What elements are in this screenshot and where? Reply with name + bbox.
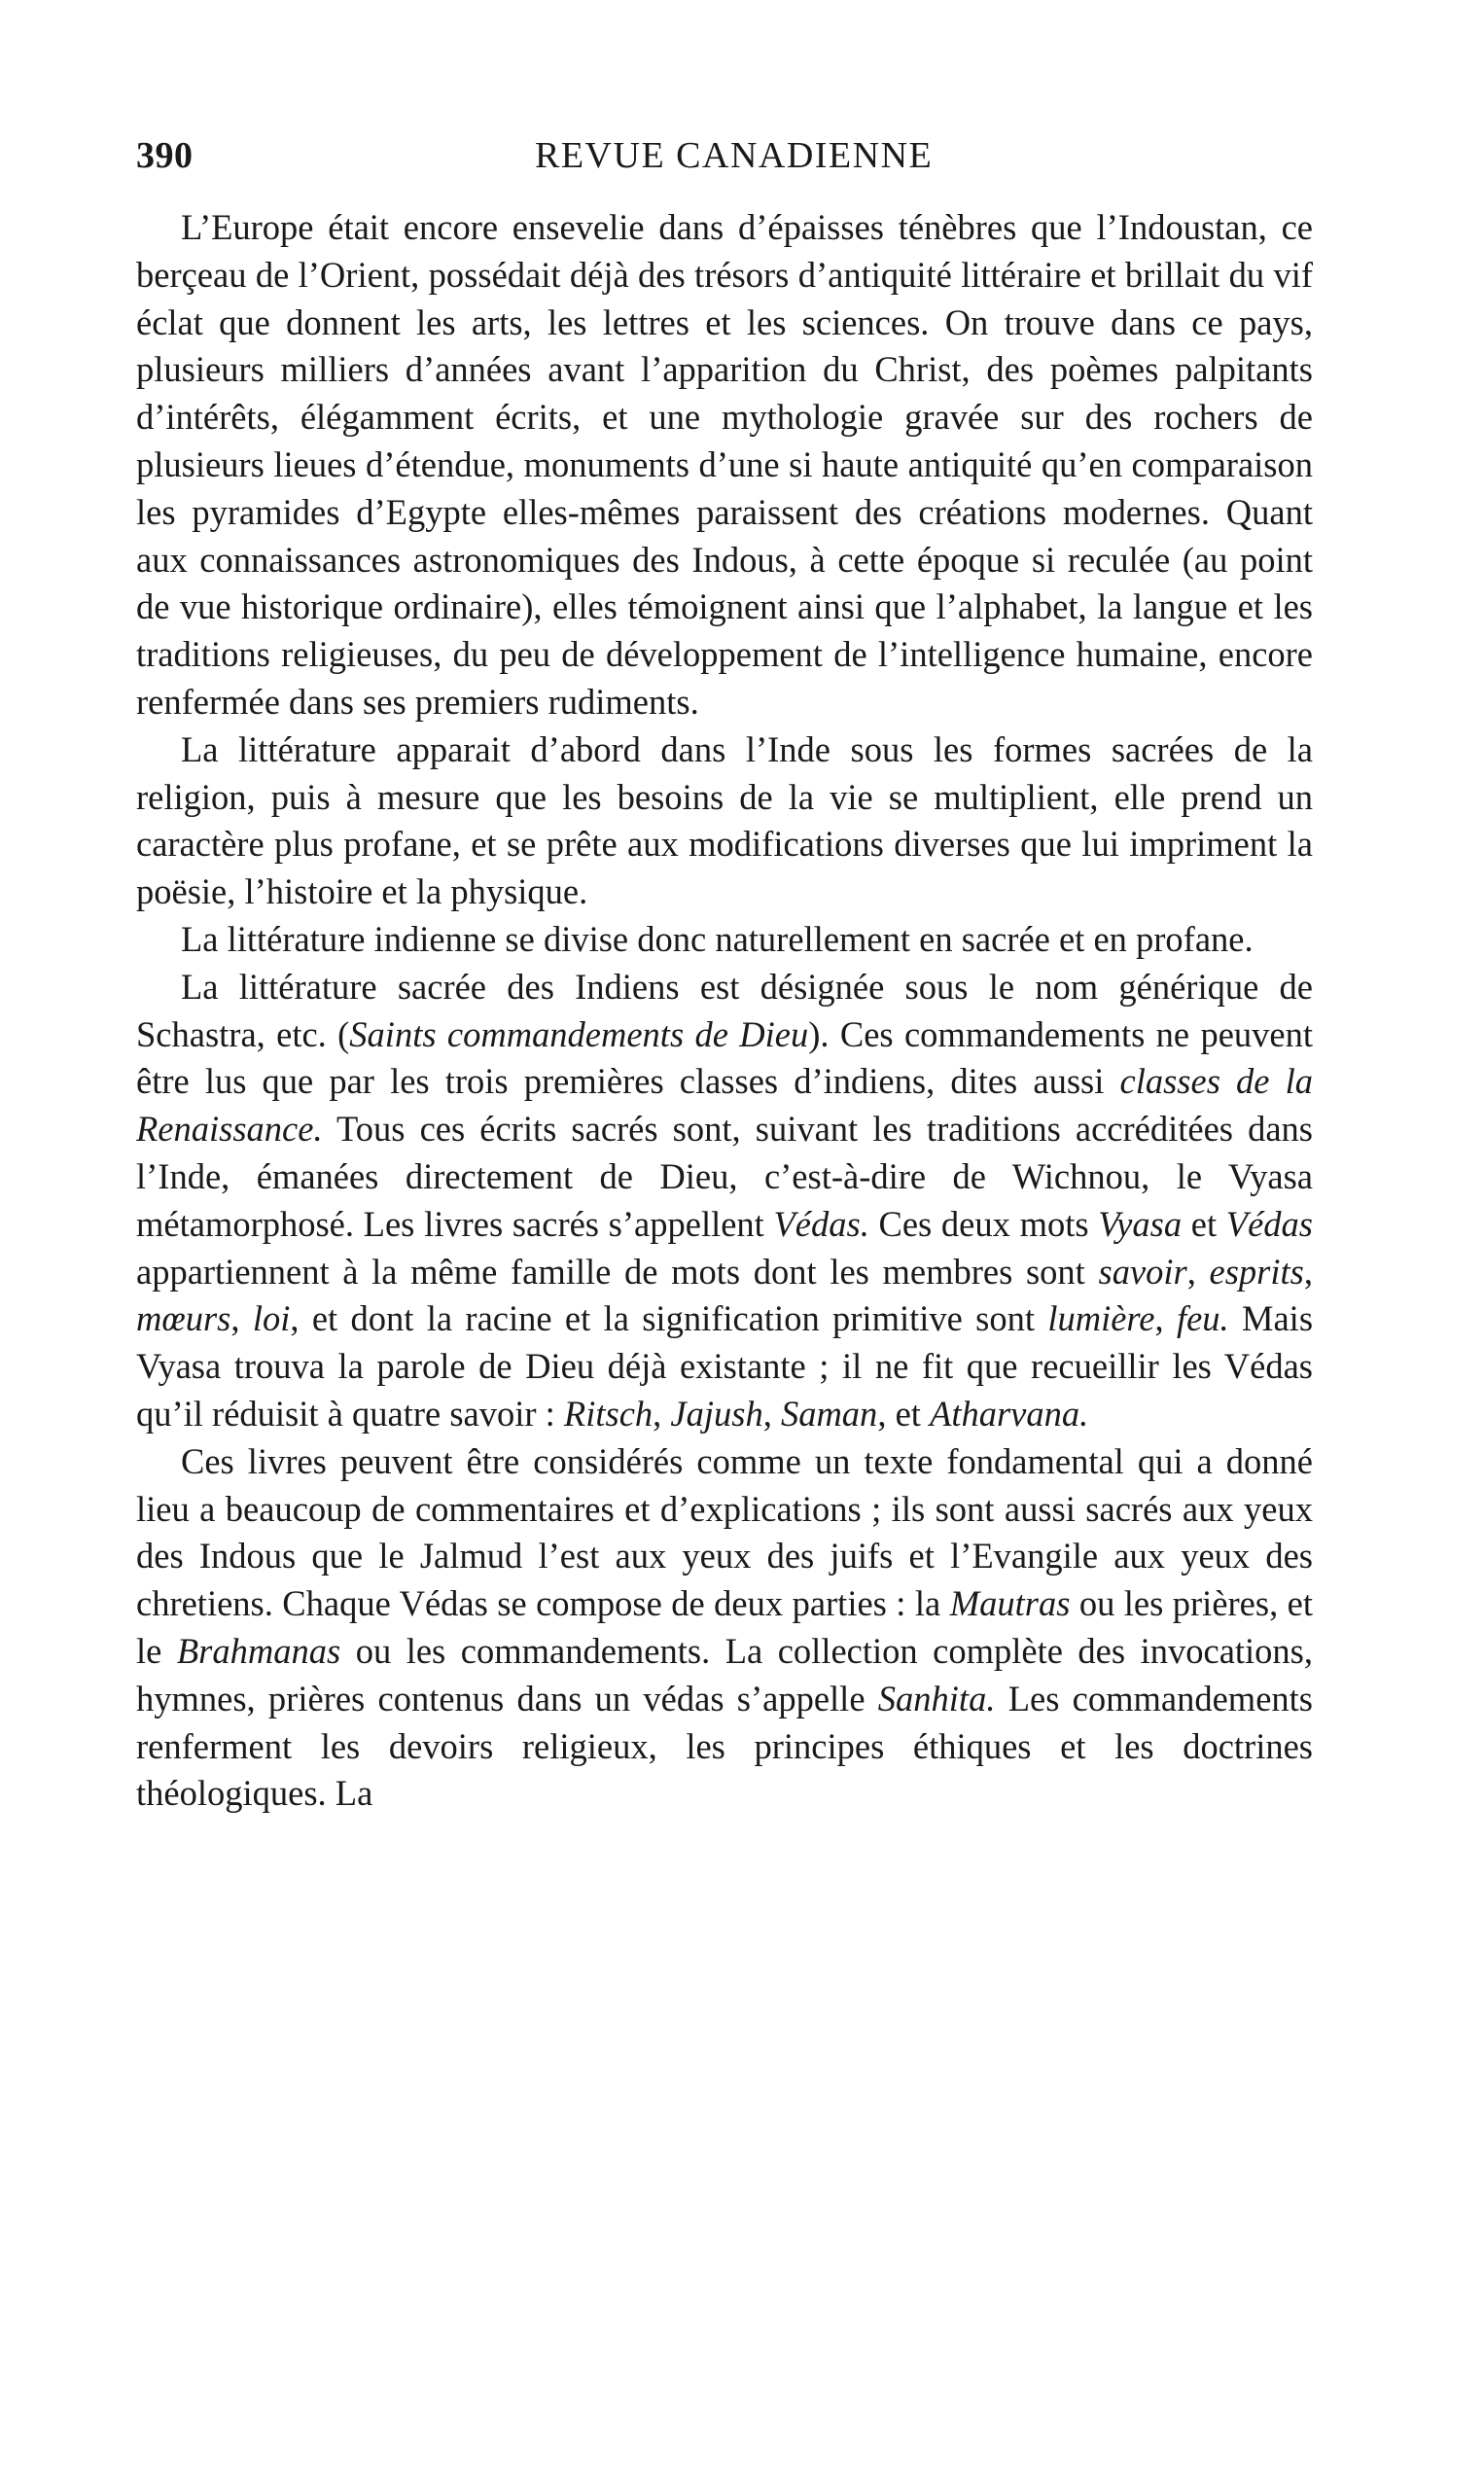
text-run: , bbox=[1186, 1251, 1210, 1292]
text-run: appartiennent à la même famille de mots dont les membres sont bbox=[136, 1251, 1099, 1292]
paragraph-litterature-sacree bbox=[136, 964, 1313, 1438]
article-body bbox=[136, 204, 1313, 1818]
paragraph-livres-commentaires bbox=[136, 1438, 1313, 1818]
italic-term: Ritsch bbox=[563, 1393, 654, 1434]
text-run: , bbox=[230, 1298, 253, 1339]
text-run: Ces deux mots bbox=[868, 1203, 1099, 1244]
text-run: , bbox=[1154, 1298, 1177, 1339]
running-title: REVUE CANADIENNE bbox=[535, 135, 934, 176]
italic-term: Mautras bbox=[949, 1583, 1071, 1624]
document-page bbox=[136, 126, 1313, 1818]
italic-term: Vyasa bbox=[1098, 1203, 1183, 1244]
text-run: La littérature sacrée des Indiens est désignée sous le nom générique de Schastra, etc. ( bbox=[136, 966, 1313, 1054]
italic-term: esprits bbox=[1209, 1251, 1304, 1292]
text-run: Tous ces écrits sacrés sont, suivant les traditions accréditées dans l’Inde, émanées directement de Dieu, c’est-à-dire de Wichnou, le Vyasa métamorphosé. Les livres sacrés s’appellent bbox=[136, 1109, 1313, 1244]
text-run: , et bbox=[877, 1393, 931, 1434]
page-header bbox=[136, 126, 1313, 185]
text-run: ). Ces commandements ne peuvent être lus que par les trois premières classes d’indiens, dites aussi bbox=[136, 1013, 1313, 1102]
italic-term: Saman bbox=[780, 1393, 878, 1434]
italic-term: feu. bbox=[1176, 1298, 1229, 1339]
italic-term: classes de la Renaissance. bbox=[136, 1061, 1313, 1150]
italic-term: Védas. bbox=[773, 1203, 869, 1244]
text-run: et bbox=[1182, 1203, 1226, 1244]
text-run: ou les commandements. La collection complète des invocations, hymnes, prières contenus dans un védas s’appelle bbox=[136, 1630, 1314, 1718]
italic-term: Brahmanas bbox=[176, 1630, 341, 1671]
page-number: 390 bbox=[136, 135, 194, 176]
italic-term: savoir bbox=[1098, 1251, 1187, 1292]
italic-term: Saints commandements de Dieu bbox=[349, 1013, 809, 1054]
italic-term: loi bbox=[252, 1298, 291, 1339]
italic-term: mœurs bbox=[136, 1298, 231, 1339]
text-run: , bbox=[1303, 1251, 1314, 1292]
paragraph-europe-indoustan: L’Europe était encore ensevelie dans d’épaisses ténèbres que l’Indoustan, ce berçeau de l’Orient, possédait déjà des trésors d’antiquité littéraire et brillait du vif éclat que donnent les arts, les lettres et les sciences. On trouve dans ce pays, plusieurs milliers d’années avant l’apparition du Christ, des poèmes palpitants d’intérêts, élégamment écrits, et une mythologie gravée sur des rochers de plusieurs lieues d’étendue, monuments d’une si haute antiquité qu’en comparaison les pyramides d’Egypte elles-mêmes paraissent des créations modernes. Quant aux connaissances astronomiques des Indous, à cette époque si reculée (au point de vue historique ordinaire), elles témoignent ainsi que l’alphabet, la langue et les traditions religieuses, du peu de développement de l’intelligence humaine, encore renfermée dans ses premiers rudiments. bbox=[136, 207, 1313, 722]
paragraph-sacree-profane: La littérature indienne se divise donc naturellement en sacrée et en profane. bbox=[181, 918, 1254, 959]
text-run: Mais Vyasa trouva la parole de Dieu déjà existante ; il ne fit que recueillir les Védas qu’il réduisit à quatre savoir : bbox=[136, 1298, 1314, 1434]
text-run: , bbox=[653, 1393, 671, 1434]
text-run: , et dont la racine et la signification primitive sont bbox=[290, 1298, 1048, 1339]
text-run: ou les prières, et le bbox=[136, 1583, 1313, 1671]
paragraph-litterature-apparait: La littérature apparait d’abord dans l’Inde sous les formes sacrées de la religion, puis à mesure que les besoins de la vie se multiplient, elle prend un caractère plus profane, et se prête aux modifications diverses que lui impriment la poësie, l’histoire et la physique. bbox=[136, 728, 1313, 912]
italic-term: Sanhita. bbox=[877, 1678, 996, 1718]
text-run: Ces livres peuvent être considérés comme un texte fondamental qui a donné lieu a beaucoup de commentaires et d’explications ; ils sont aussi sacrés aux yeux des Indous que le Jalmud l’est aux yeux des juifs et l’Evangile aux yeux des chretiens. Chaque Védas se compose de deux parties : la bbox=[136, 1440, 1313, 1624]
text-run: Les commandements renferment les devoirs religieux, les principes éthiques et les doctrines théologiques. La bbox=[136, 1678, 1313, 1814]
italic-term: lumière bbox=[1047, 1298, 1155, 1339]
italic-term: Jajush bbox=[670, 1393, 763, 1434]
text-run: , bbox=[762, 1393, 781, 1434]
italic-term: Atharvana. bbox=[930, 1393, 1089, 1434]
italic-term: Védas bbox=[1225, 1203, 1313, 1244]
